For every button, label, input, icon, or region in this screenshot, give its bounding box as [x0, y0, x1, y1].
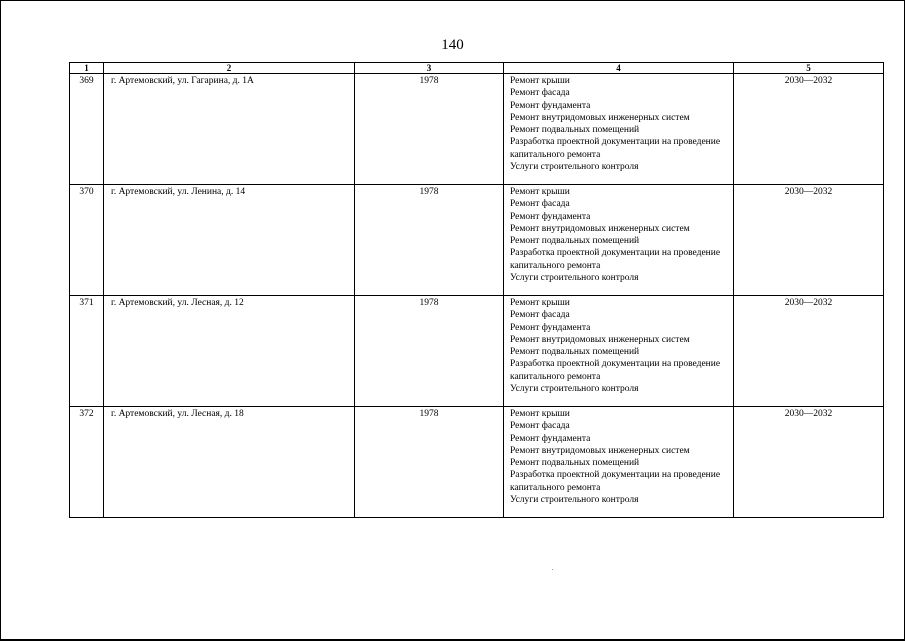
work-item: Ремонт фасада	[510, 421, 570, 432]
construction-year: 1978	[355, 296, 504, 407]
work-item: Ремонт внутридомовых инженерных систем	[510, 445, 690, 456]
scan-speck	[552, 569, 553, 570]
building-address: г. Артемовский, ул. Лесная, д. 18	[104, 407, 355, 518]
table-row	[70, 74, 884, 185]
work-item: Ремонт фундамента	[510, 433, 591, 444]
work-item: Ремонт крыши	[510, 76, 570, 86]
row-number: 371	[70, 296, 104, 407]
page-number: 140	[441, 37, 464, 53]
work-item: Разработка проектной документации на проведение капитального ремонта	[510, 137, 721, 160]
work-item: Разработка проектной документации на проведение капитального ремонта	[510, 470, 721, 493]
work-item: Ремонт внутридомовых инженерных систем	[510, 112, 690, 123]
work-item: Ремонт крыши	[510, 409, 570, 419]
repair-period: 2030—2032	[734, 296, 884, 407]
repair-schedule-table	[69, 62, 884, 518]
header-col-2: 2	[104, 63, 355, 74]
construction-year: 1978	[355, 407, 504, 518]
table-row	[70, 296, 884, 407]
work-item: Ремонт фасада	[510, 310, 570, 321]
construction-year: 1978	[355, 185, 504, 296]
work-item: Ремонт фундамента	[510, 100, 591, 111]
repair-period: 2030—2032	[734, 74, 884, 185]
works-list	[504, 74, 734, 185]
work-item: Ремонт крыши	[510, 187, 570, 197]
work-item: Ремонт подвальных помещений	[510, 458, 640, 469]
work-item: Ремонт фасада	[510, 88, 570, 99]
repair-period: 2030—2032	[734, 185, 884, 296]
work-item: Ремонт фасада	[510, 199, 570, 210]
work-item: Услуги строительного контроля	[510, 384, 639, 395]
row-number: 372	[70, 407, 104, 518]
work-item: Разработка проектной документации на проведение капитального ремонта	[510, 359, 721, 382]
works-list	[504, 185, 734, 296]
building-address: г. Артемовский, ул. Ленина, д. 14	[104, 185, 355, 296]
works-list	[504, 407, 734, 518]
construction-year: 1978	[355, 74, 504, 185]
header-col-4: 4	[504, 63, 734, 74]
row-number: 369	[70, 74, 104, 185]
work-item: Ремонт подвальных помещений	[510, 236, 640, 247]
table-row	[70, 185, 884, 296]
header-row	[70, 63, 884, 74]
work-item: Ремонт фундамента	[510, 211, 591, 222]
work-item: Ремонт подвальных помещений	[510, 347, 640, 358]
work-item: Услуги строительного контроля	[510, 495, 639, 506]
table-row	[70, 407, 884, 518]
work-item: Ремонт внутридомовых инженерных систем	[510, 223, 690, 234]
header-col-3: 3	[355, 63, 504, 74]
work-item: Услуги строительного контроля	[510, 162, 639, 173]
building-address: г. Артемовский, ул. Лесная, д. 12	[104, 296, 355, 407]
building-address: г. Артемовский, ул. Гагарина, д. 1А	[104, 74, 355, 185]
work-item: Услуги строительного контроля	[510, 273, 639, 284]
work-item: Ремонт крыши	[510, 298, 570, 308]
work-item: Ремонт подвальных помещений	[510, 125, 640, 136]
work-item: Разработка проектной документации на проведение капитального ремонта	[510, 248, 721, 271]
header-col-1: 1	[70, 63, 104, 74]
header-col-5: 5	[734, 63, 884, 74]
row-number: 370	[70, 185, 104, 296]
works-list	[504, 296, 734, 407]
work-item: Ремонт внутридомовых инженерных систем	[510, 334, 690, 345]
work-item: Ремонт фундамента	[510, 322, 591, 333]
repair-period: 2030—2032	[734, 407, 884, 518]
